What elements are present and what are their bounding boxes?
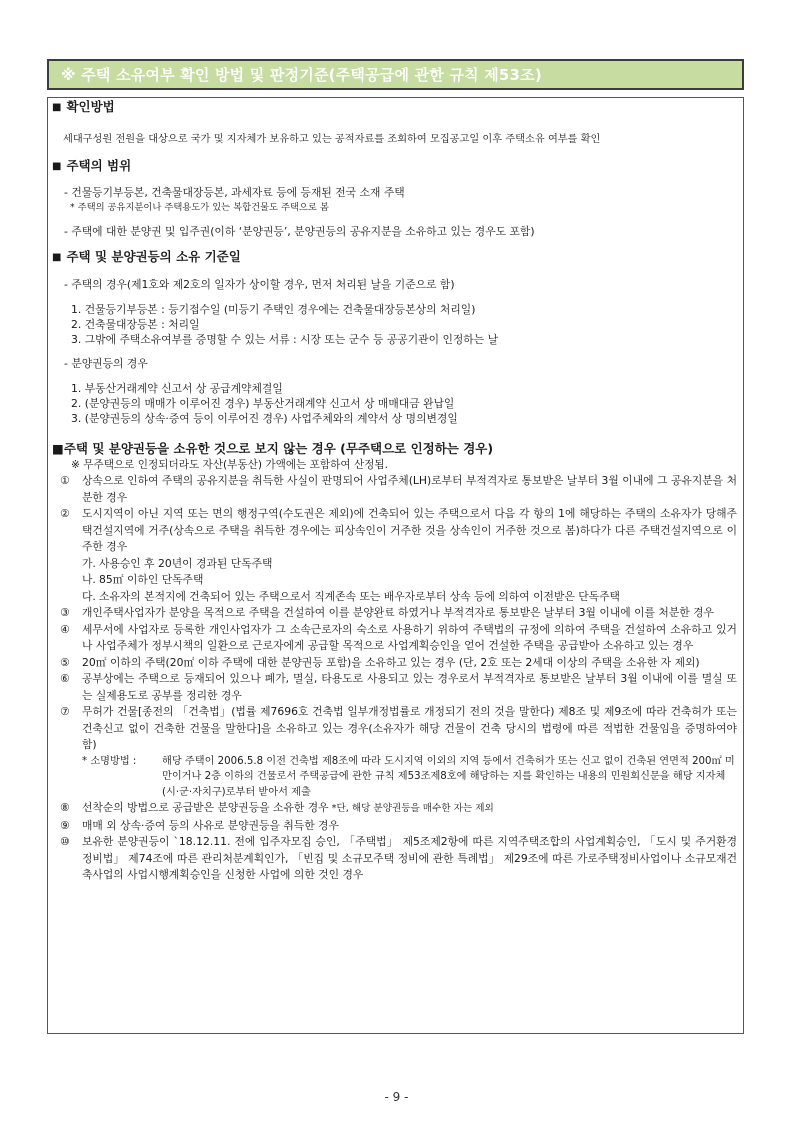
confirm-method-text: 세대구성원 전원을 대상으로 국가 및 지자체가 보유하고 있는 공적자료를 조회하여 모집공고일 이후 주택소유 여부를 확인	[63, 134, 601, 145]
list-item: 2. 건축물대장등본 : 처리일	[71, 318, 200, 331]
subitem: 나. 85㎡ 이하인 단독주택	[82, 573, 204, 586]
exception-item: ② 도시지역이 아닌 지역 또는 면의 행정구역(수도권은 제외)에 건축되어 있는 주택으로서 다음 각 항의 1에 해당하는 주택의 소유자가 당해주택건설지역에 거주(상속으로 주택을 취득한 경우에는 피상속인이 거주한 것을 상속인이 거주한 것으로 봄)하다가 다른 주택건설지역으로 이주한 경우	[60, 507, 737, 553]
no-house-note: ※ 무주택으로 인정되더라도 자산(부동산) 가액에는 포함하여 산정됨.	[71, 459, 389, 471]
exception-item: ③ 개인주택사업자가 분양을 목적으로 주택을 건설하여 이를 분양완료 하였거나 부적격자로 통보받은 날부터 3월 이내에 이를 처분한 경우	[60, 606, 714, 619]
square-bullet-icon: ■	[52, 102, 62, 113]
square-bullet-icon: ■	[52, 441, 64, 456]
right-criteria-list	[52, 381, 737, 426]
subitem: 다. 소유자의 본적지에 건축되어 있는 주택으로서 직계존속 또는 배우자로부터 상속 등에 의하여 이전받은 단독주택	[82, 589, 620, 603]
heading-house-scope: ■ 주택의 범위	[52, 158, 132, 173]
exception-item: ⑨ 매매 외 상속·증여 등의 사유로 분양권등을 취득한 경우	[60, 818, 339, 832]
house-case: - 주택의 경우(제1호와 제2호의 일자가 상이할 경우, 먼저 처리된 날을 기준으로 함)	[64, 278, 455, 291]
heading-confirm-method: ■ 확인방법	[52, 99, 115, 114]
exception-item: ⑤ 20㎡ 이하의 주택(20㎡ 이하 주택에 대한 분양권등 포함)을 소유하고 있는 경우 (단, 2호 또는 2세대 이상의 주택을 소유한 자 제외)	[60, 655, 700, 669]
list-item: 3. (분양권등의 상속·증여 등이 이루어진 경우) 사업주체와의 계약서 상 명의변경일	[71, 412, 458, 425]
house-scope-note: * 주택의 공유지분이나 주택용도가 있는 복합건물도 주택으로 봄	[70, 202, 329, 213]
list-item: 2. (분양권등의 매매가 이루어진 경우) 부동산거래계약 신고서 상 매매대금 완납일	[71, 397, 455, 410]
exception-item: ⑧ 선착순의 방법으로 공급받은 분양권등을 소유한 경우 *단, 해당 분양권등을 매수한 자는 제외	[60, 801, 494, 814]
heading-no-house-cases: ■주택 및 분양권등을 소유한 것으로 보지 않는 경우 (무주택으로 인정하는 경우)	[52, 441, 494, 456]
house-criteria-list	[52, 302, 737, 347]
subitem: 가. 사용승인 후 20년이 경과된 단독주택	[82, 556, 273, 570]
section-title: ※ 주택 소유여부 확인 방법 및 판정기준(주택공급에 관한 규칙 제53조)	[47, 59, 744, 90]
list-item: 1. 건물등기부등본 : 등기접수일 (미등기 주택인 경우에는 건축물대장등본상의 처리일)	[71, 303, 476, 316]
exception-item: ⑩ 보유한 분양권등이 `18.12.11. 전에 입주자모집 승인, 「주택법」 제5조제2항에 따른 지역주택조합의 사업계획승인, 「도시 및 주거환경정비법」 제74조에 따른 관리처분계획인가, 「빈집 및 소규모주택 정비에 관한 특례법」 제29조에 따른 가로주택정비사업이나 소규모재건축사업의 사업시행계획승인을 신청한 사업에 의한 것인 경우	[60, 835, 737, 881]
exception-item: ① 상속으로 인하여 주택의 공유지분을 취득한 사실이 판명되어 사업주체(LH)로부터 부적격자로 통보받은 날부터 3월 이내에 그 공유지분을 처분한 경우	[60, 474, 737, 504]
exception-item: ④ 세무서에 사업자로 등록한 개인사업자가 그 소속근로자의 숙소로 사용하기 위하여 주택법의 규정에 의하여 주택을 건설하여 소유하고 있거나 사업주체가 정부시책의 일환으로 근로자에게 공급할 목적으로 사업계획승인을 얻어 건설한 주택을 공급받아 소유하고 있는 경우	[60, 622, 737, 652]
house-scope-line2: - 주택에 대한 분양권 및 입주권(이하 ‘분양권등’, 분양권등의 공유지분을 소유하고 있는 경우도 포함)	[64, 225, 535, 238]
square-bullet-icon: ■	[52, 252, 62, 263]
page-number: - 9 -	[384, 1090, 409, 1104]
right-case: - 분양권등의 경우	[64, 357, 148, 370]
list-item: 3. 그밖에 주택소유여부를 증명할 수 있는 서류 : 시장 또는 군수 등 공공기관이 인정하는 날	[71, 333, 499, 346]
exception-item: ⑦ 무허가 건물[종전의 「건축법」(법률 제7696호 건축법 일부개정법률로 개정되기 전의 것을 말한다) 제8조 및 제9조에 따라 건축허가 또는 건축신고 없이 건축한 건물을 말한다]을 소유하고 있는 경우(소유자가 해당 건물이 건축 당시의 법령에 따른 적법한 건물임을 증명하여야 함)	[60, 705, 737, 751]
square-bullet-icon: ■	[52, 161, 62, 172]
proof-method: * 소명방법 : 해당 주택이 2006.5.8 이전 건축법 제8조에 따라 도시지역 이외의 지역 등에서 건축허가 또는 신고 없이 건축된 연면적 200㎡ 미만이거나 2층 이하의 건물로서 주택공급에 관한 규칙 제53조제8호에 해당하는 지를 확인하는 내용의 민원회신문을 해당 지자체(시·군·자치구)로부터 받아서 제출	[82, 755, 735, 798]
content-box	[47, 97, 744, 1034]
exception-item: ⑥ 공부상에는 주택으로 등재되어 있으나 폐가, 멸실, 타용도로 사용되고 있는 경우로서 부적격자로 통보받은 날부터 3월 이내에 이를 멸실 또는 실제용도로 공부를 정리한 경우	[60, 672, 737, 702]
house-scope-line1: - 건물등기부등본, 건축물대장등본, 과세자료 등에 등재된 전국 소재 주택	[64, 186, 405, 199]
exception-subitems	[52, 556, 737, 606]
list-item: 1. 부동산거래계약 신고서 상 공급계약체결일	[71, 382, 283, 395]
heading-ownership-date: ■ 주택 및 분양권등의 소유 기준일	[52, 249, 241, 264]
